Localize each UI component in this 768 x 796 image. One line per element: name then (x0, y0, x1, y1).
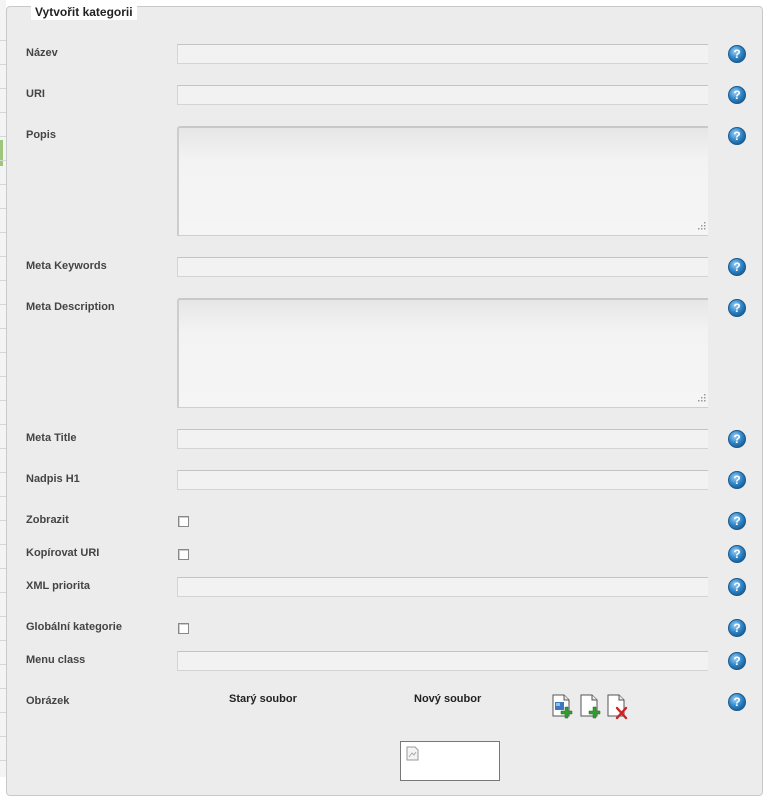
zobrazit-checkbox[interactable] (178, 516, 189, 527)
label-globalni-kategorie: Globální kategorie (26, 621, 122, 633)
svg-text:?: ? (733, 129, 741, 143)
nadpis-h1-input[interactable] (177, 470, 708, 490)
add-image-icon[interactable] (551, 694, 573, 720)
meta-keywords-input[interactable] (177, 257, 708, 277)
svg-text:?: ? (733, 514, 741, 528)
svg-text:?: ? (733, 473, 741, 487)
label-menu-class: Menu class (26, 654, 86, 666)
old-file-heading: Starý soubor (229, 693, 297, 705)
image-preview (400, 741, 500, 781)
xml-priorita-input[interactable] (177, 577, 708, 597)
label-obrazek: Obrázek (26, 695, 70, 707)
uri-input[interactable] (177, 85, 708, 105)
help-icon[interactable] (727, 470, 747, 490)
label-meta-description: Meta Description (26, 301, 115, 313)
svg-text:?: ? (733, 695, 741, 709)
svg-text:?: ? (733, 301, 741, 315)
svg-text:?: ? (733, 547, 741, 561)
svg-text:?: ? (733, 580, 741, 594)
popis-textarea[interactable] (177, 126, 708, 236)
delete-file-icon[interactable] (606, 694, 628, 720)
new-file-heading: Nový soubor (414, 693, 482, 705)
resize-grip-icon[interactable] (696, 222, 706, 232)
help-icon[interactable] (727, 544, 747, 564)
help-icon[interactable] (727, 126, 747, 146)
help-icon[interactable] (727, 511, 747, 531)
label-zobrazit: Zobrazit (26, 514, 69, 526)
help-icon[interactable] (727, 44, 747, 64)
broken-image-icon (406, 746, 420, 762)
svg-text:?: ? (733, 654, 741, 668)
menu-class-input[interactable] (177, 651, 708, 671)
label-kopirovat-uri: Kopírovat URI (26, 547, 100, 559)
svg-text:?: ? (733, 47, 741, 61)
help-icon[interactable] (727, 651, 747, 671)
label-nazev: Název (26, 47, 58, 59)
svg-text:?: ? (733, 432, 741, 446)
meta-title-input[interactable] (177, 429, 708, 449)
kopirovat-uri-checkbox[interactable] (178, 549, 189, 560)
help-icon[interactable] (727, 429, 747, 449)
svg-text:?: ? (733, 621, 741, 635)
label-nadpis-h1: Nadpis H1 (26, 473, 80, 485)
meta-description-textarea[interactable] (177, 298, 708, 408)
label-uri: URI (26, 88, 45, 100)
label-meta-title: Meta Title (26, 432, 77, 444)
resize-grip-icon[interactable] (696, 394, 706, 404)
background-accent (0, 140, 3, 166)
help-icon[interactable] (727, 577, 747, 597)
label-meta-keywords: Meta Keywords (26, 260, 107, 272)
add-file-icon[interactable] (579, 694, 601, 720)
label-xml-priorita: XML priorita (26, 580, 90, 592)
help-icon[interactable] (727, 298, 747, 318)
nazev-input[interactable] (177, 44, 708, 64)
help-icon[interactable] (727, 618, 747, 638)
svg-text:?: ? (733, 88, 741, 102)
help-icon[interactable] (727, 257, 747, 277)
fieldset-legend: Vytvořit kategorii (31, 5, 137, 20)
label-popis: Popis (26, 129, 56, 141)
help-icon[interactable] (727, 85, 747, 105)
globalni-kategorie-checkbox[interactable] (178, 623, 189, 634)
help-icon[interactable] (727, 692, 747, 712)
svg-text:?: ? (733, 260, 741, 274)
